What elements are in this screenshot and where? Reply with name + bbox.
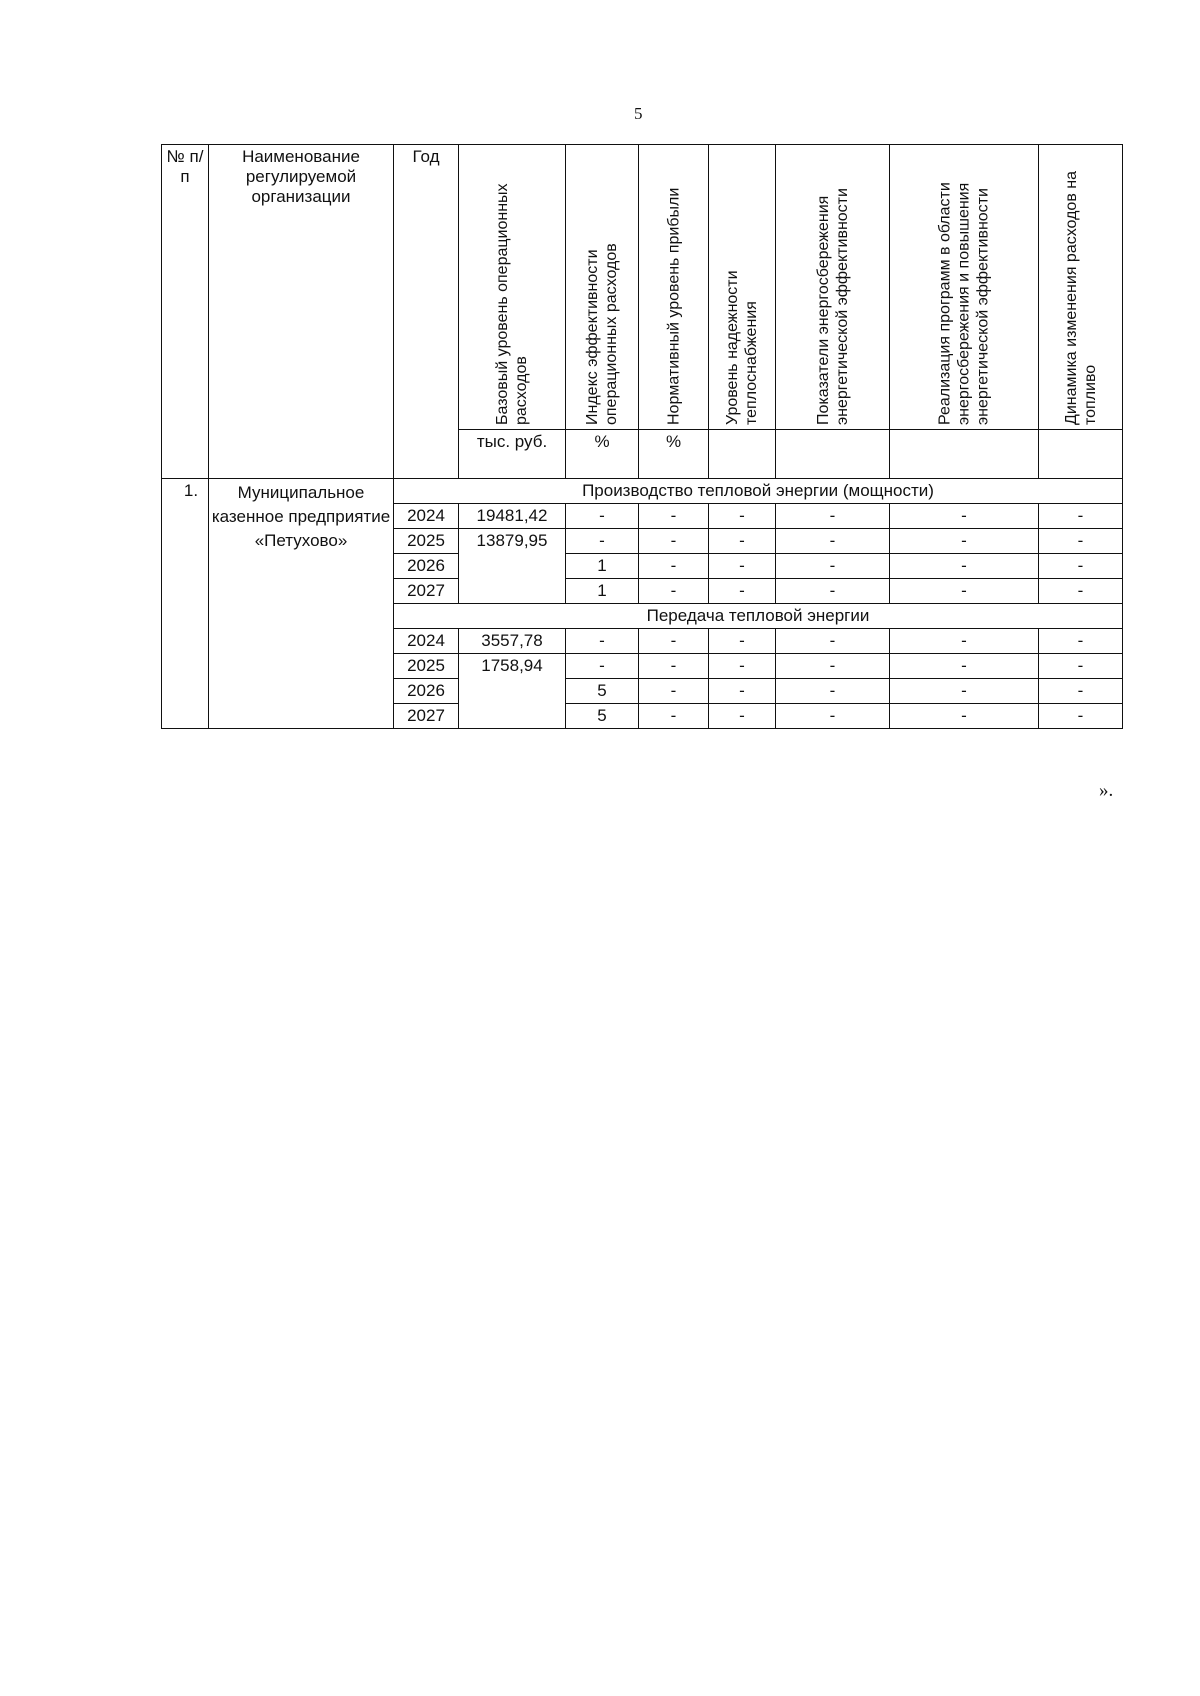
header-row <box>162 145 1123 430</box>
cell-energy-saving: - <box>776 704 890 729</box>
unit-base-cost: тыс. руб. <box>459 430 566 479</box>
header-org-name: Наименование регулируемой организации <box>209 145 394 479</box>
page-number: 5 <box>634 104 643 123</box>
cell-year: 2027 <box>394 704 459 729</box>
unit-fuel <box>1039 430 1123 479</box>
header-base-cost <box>459 145 566 430</box>
cell-eff-index: - <box>566 629 639 654</box>
cell-profit: - <box>639 704 709 729</box>
section-title: Передача тепловой энергии <box>394 604 1123 629</box>
unit-eff-index: % <box>566 430 639 479</box>
unit-programs <box>890 430 1039 479</box>
cell-year: 2025 <box>394 654 459 679</box>
cell-fuel: - <box>1039 579 1123 604</box>
cell-reliability: - <box>709 629 776 654</box>
cell-energy-saving: - <box>776 679 890 704</box>
header-eff-index <box>566 145 639 430</box>
cell-energy-saving: - <box>776 504 890 529</box>
cell-year: 2025 <box>394 529 459 554</box>
cell-programs: - <box>890 554 1039 579</box>
cell-eff-index: 5 <box>566 704 639 729</box>
cell-profit: - <box>639 529 709 554</box>
indicators-table <box>161 144 1123 729</box>
cell-fuel: - <box>1039 504 1123 529</box>
cell-profit: - <box>639 579 709 604</box>
cell-fuel: - <box>1039 679 1123 704</box>
header-profit-label: Нормативный уровень прибыли <box>665 187 682 425</box>
header-energy-saving-label: Показатели энергосбережения энергетической эффективности <box>814 188 851 425</box>
cell-year: 2026 <box>394 554 459 579</box>
cell-year: 2024 <box>394 629 459 654</box>
cell-eff-index: 5 <box>566 679 639 704</box>
section-row <box>162 479 1123 504</box>
cell-programs: - <box>890 679 1039 704</box>
cell-programs: - <box>890 529 1039 554</box>
cell-year: 2026 <box>394 679 459 704</box>
cell-reliability: - <box>709 679 776 704</box>
cell-eff-index: 1 <box>566 579 639 604</box>
closing-quote: ». <box>1099 780 1114 801</box>
unit-energy-saving <box>776 430 890 479</box>
cell-profit: - <box>639 554 709 579</box>
cell-fuel: - <box>1039 704 1123 729</box>
cell-year: 2027 <box>394 579 459 604</box>
cell-reliability: - <box>709 654 776 679</box>
cell-programs: - <box>890 504 1039 529</box>
unit-reliability <box>709 430 776 479</box>
header-fuel <box>1039 145 1123 430</box>
header-year: Год <box>394 145 459 479</box>
cell-eff-index: 1 <box>566 554 639 579</box>
cell-energy-saving: - <box>776 529 890 554</box>
cell-base-cost: 3557,78 <box>459 629 566 654</box>
cell-reliability: - <box>709 504 776 529</box>
cell-profit: - <box>639 504 709 529</box>
cell-reliability: - <box>709 579 776 604</box>
header-eff-index-label: Индекс эффективности операционных расходов <box>584 243 620 425</box>
cell-energy-saving: - <box>776 654 890 679</box>
cell-eff-index: - <box>566 529 639 554</box>
header-profit <box>639 145 709 430</box>
cell-eff-index: - <box>566 654 639 679</box>
cell-profit: - <box>639 679 709 704</box>
cell-base-cost: 1758,94 <box>459 654 566 729</box>
header-programs <box>890 145 1039 430</box>
org-number: 1. <box>162 479 209 729</box>
cell-energy-saving: - <box>776 629 890 654</box>
cell-programs: - <box>890 654 1039 679</box>
org-name: Муниципальное казенное предприятие «Петухово» <box>209 479 394 729</box>
header-energy-saving <box>776 145 890 430</box>
header-num: № п/п <box>162 145 209 479</box>
cell-profit: - <box>639 629 709 654</box>
cell-energy-saving: - <box>776 554 890 579</box>
cell-eff-index: - <box>566 504 639 529</box>
cell-programs: - <box>890 704 1039 729</box>
cell-reliability: - <box>709 529 776 554</box>
header-reliability <box>709 145 776 430</box>
cell-year: 2024 <box>394 504 459 529</box>
cell-programs: - <box>890 629 1039 654</box>
header-programs-label: Реализация программ в области энергосбережения и повышения энергетической эффективности <box>936 182 992 425</box>
header-base-cost-label: Базовый уровень операционных расходов <box>494 183 530 425</box>
cell-fuel: - <box>1039 654 1123 679</box>
cell-reliability: - <box>709 704 776 729</box>
cell-base-cost: 19481,42 <box>459 504 566 529</box>
cell-programs: - <box>890 579 1039 604</box>
cell-fuel: - <box>1039 629 1123 654</box>
section-title: Производство тепловой энергии (мощности) <box>394 479 1123 504</box>
cell-fuel: - <box>1039 554 1123 579</box>
cell-reliability: - <box>709 554 776 579</box>
header-fuel-label: Динамика изменения расходов на топливо <box>1062 170 1099 425</box>
cell-energy-saving: - <box>776 579 890 604</box>
unit-profit: % <box>639 430 709 479</box>
cell-profit: - <box>639 654 709 679</box>
header-reliability-label: Уровень надежности теплоснабжения <box>724 270 760 425</box>
cell-base-cost: 13879,95 <box>459 529 566 604</box>
cell-fuel: - <box>1039 529 1123 554</box>
